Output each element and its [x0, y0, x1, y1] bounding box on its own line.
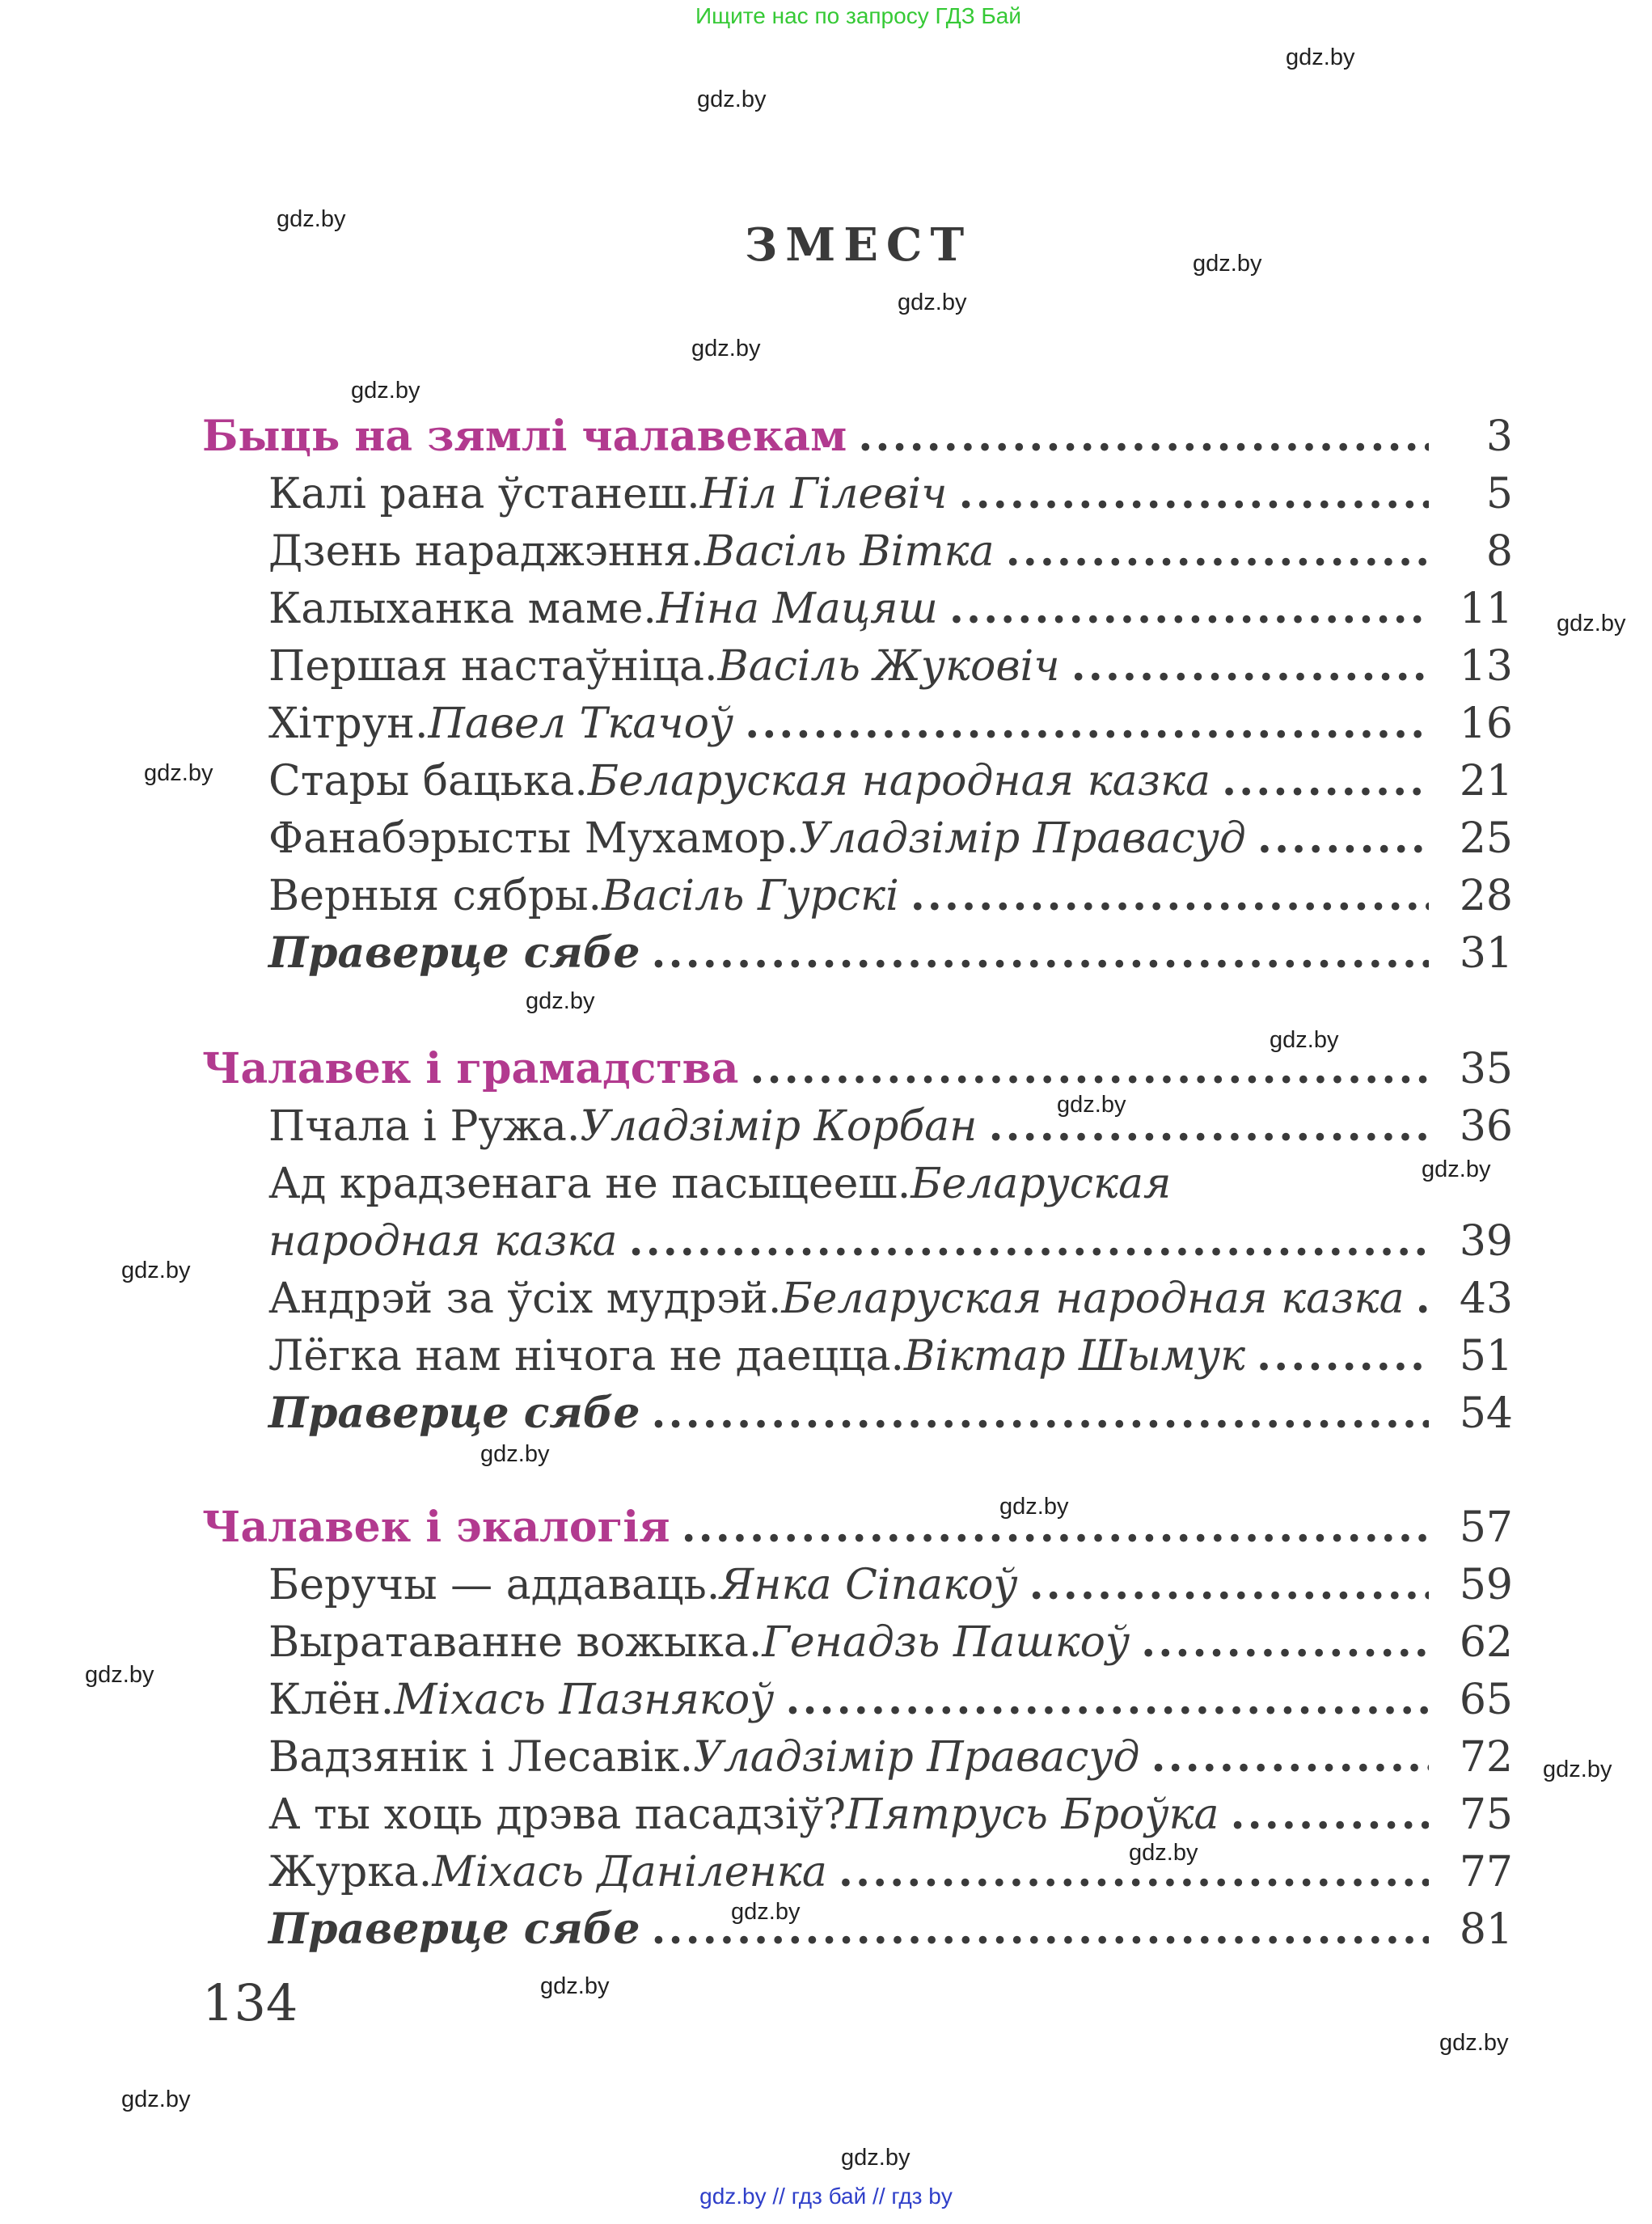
entry-title: Калыханка маме.: [268, 585, 657, 633]
page-title: ЗМЕСТ: [744, 218, 973, 272]
page-ref: 5: [1485, 470, 1513, 518]
leader-dots: [1006, 523, 1429, 580]
check-title: Праверце сябе: [268, 928, 640, 978]
entry-title: Журка.: [268, 1848, 433, 1896]
watermark: gdz.by: [351, 378, 420, 404]
watermark: gdz.by: [697, 87, 767, 112]
leader-dots: [988, 1098, 1429, 1155]
footer-links: gdz.by // гдз бай // гдз by: [699, 2184, 953, 2209]
entry-author: Васіль Жуковіч: [717, 642, 1060, 691]
watermark: gdz.by: [731, 1899, 801, 1925]
entry-title: Калі рана ўстанеш.: [268, 470, 700, 518]
entry-title: А ты хоць дрэва пасадзіў?: [268, 1791, 847, 1839]
leader-dots: [1416, 1271, 1429, 1327]
entry-author: Міхась Пазнякоў: [394, 1676, 775, 1724]
page-ref: 72: [1459, 1733, 1513, 1782]
toc-entry-line2: [268, 1213, 1513, 1270]
leader-dots: [651, 1385, 1429, 1442]
entry-author: Пятрусь Броўка: [846, 1791, 1219, 1839]
toc-entry: [268, 1614, 1513, 1671]
entry-title: Хітрун.: [268, 700, 429, 748]
leader-dots: [1141, 1614, 1429, 1671]
watermark: gdz.by: [1422, 1156, 1491, 1182]
entry-author: Ніна Мацяш: [656, 585, 938, 633]
entry-title: Верныя сябры.: [268, 872, 602, 920]
leader-dots: [785, 1672, 1429, 1728]
leader-dots: [911, 868, 1429, 924]
entry-author: Генадзь Пашкоў: [762, 1618, 1130, 1667]
page-ref: 39: [1459, 1217, 1513, 1266]
entry-title: Стары бацька.: [268, 757, 588, 805]
watermark: gdz.by: [144, 760, 213, 786]
entry-title: Пчала і Ружа.: [268, 1102, 581, 1151]
check-title: Праверце сябе: [268, 1389, 640, 1438]
leader-dots: [1071, 638, 1429, 695]
entry-title: Дзень нараджэння.: [268, 527, 704, 576]
toc-entry: [268, 523, 1513, 580]
page-ref: 51: [1459, 1332, 1513, 1380]
watermark: gdz.by: [1286, 44, 1355, 70]
check-title: Праверце сябе: [268, 1905, 640, 1954]
toc-entry: [268, 696, 1513, 752]
page-ref: 16: [1459, 700, 1513, 748]
toc-entry: [268, 638, 1513, 695]
watermark: gdz.by: [1193, 251, 1262, 277]
watermark: gdz.by: [85, 1662, 154, 1688]
watermark: gdz.by: [121, 2087, 191, 2112]
leader-dots: [745, 696, 1429, 752]
leader-dots: [959, 466, 1429, 522]
watermark: gdz.by: [1543, 1757, 1612, 1782]
entry-author: Васіль Гурскі: [602, 872, 899, 920]
watermark: gdz.by: [999, 1494, 1069, 1520]
entry-title: Выратаванне вожыка.: [268, 1618, 763, 1667]
toc-entry: [268, 581, 1513, 637]
entry-author: Уладзімір Правасуд: [693, 1733, 1140, 1782]
page-ref: 13: [1459, 642, 1513, 691]
entry-title: Фанабэрысты Мухамор.: [268, 814, 800, 863]
toc-entry: [268, 1098, 1513, 1155]
page-ref: 11: [1459, 585, 1513, 633]
toc-entry: [268, 1729, 1513, 1786]
entry-title: Беручы — аддаваць.: [268, 1561, 720, 1609]
toc-entry: [268, 466, 1513, 522]
leader-dots: [858, 408, 1429, 465]
section-heading: [202, 408, 1513, 465]
page-number: 134: [202, 1973, 298, 2032]
toc-entry: [268, 1271, 1513, 1327]
leader-dots: [1222, 753, 1429, 810]
page-ref: 36: [1459, 1102, 1513, 1151]
page-ref: 35: [1459, 1045, 1513, 1093]
toc-entry: [268, 1328, 1513, 1385]
watermark: gdz.by: [540, 1973, 610, 1999]
page-ref: 8: [1485, 527, 1513, 576]
watermark: gdz.by: [691, 336, 761, 362]
section-heading: [202, 1499, 1513, 1556]
entry-title: Першая настаўніца.: [268, 642, 718, 691]
entry-author: Уладзімір Правасуд: [799, 814, 1246, 863]
page-ref: 65: [1459, 1676, 1513, 1724]
page-ref: 62: [1459, 1618, 1513, 1667]
leader-dots: [1257, 810, 1429, 867]
page-ref: 54: [1459, 1389, 1513, 1438]
section-title: Чалавек і экалогія: [202, 1503, 670, 1552]
leader-dots: [949, 581, 1429, 637]
watermark: gdz.by: [526, 988, 595, 1014]
page-ref: 28: [1459, 872, 1513, 920]
leader-dots: [651, 925, 1429, 982]
page-ref: 31: [1459, 929, 1513, 978]
page-ref: 77: [1459, 1848, 1513, 1896]
watermark: gdz.by: [1557, 611, 1626, 636]
section-title: Быць на зямлі чалавекам: [202, 412, 847, 461]
entry-author-cont: народная казка: [268, 1217, 618, 1266]
page-ref: 25: [1459, 814, 1513, 863]
entry-title: Ад крадзенага не пасыцееш.: [268, 1160, 911, 1208]
watermark: gdz.by: [1270, 1027, 1339, 1053]
entry-author: Міхась Даніленка: [432, 1848, 827, 1896]
leader-dots: [1029, 1557, 1429, 1613]
entry-author: Павел Ткачоў: [428, 700, 734, 748]
watermark: gdz.by: [480, 1441, 550, 1467]
toc-entry: [268, 753, 1513, 810]
watermark: gdz.by: [1129, 1840, 1198, 1866]
toc-check-entry: [268, 925, 1513, 982]
top-banner: Ищите нас по запросу ГДЗ Бай: [695, 3, 1022, 28]
entry-title: Лёгка нам нічога не даецца.: [268, 1332, 904, 1380]
leader-dots: [1231, 1786, 1429, 1843]
watermark: gdz.by: [898, 290, 967, 315]
toc-check-entry: [268, 1901, 1513, 1958]
leader-dots: [1257, 1328, 1429, 1385]
entry-author: Ніл Гілевіч: [699, 470, 948, 518]
toc-entry: [268, 810, 1513, 867]
entry-title: Андрэй за ўсіх мудрэй.: [268, 1275, 782, 1323]
entry-title: Вадзянік і Лесавік.: [268, 1733, 694, 1782]
watermark: gdz.by: [277, 206, 346, 232]
entry-author: Беларуская народная казка: [587, 757, 1211, 805]
entry-author: Васіль Вітка: [703, 527, 995, 576]
toc-entry: [268, 868, 1513, 924]
watermark: gdz.by: [121, 1258, 191, 1283]
page-ref: 43: [1459, 1275, 1513, 1323]
toc-entry: [268, 1844, 1513, 1901]
leader-dots: [629, 1213, 1430, 1270]
toc-check-entry: [268, 1385, 1513, 1442]
page-ref: 59: [1459, 1561, 1513, 1609]
toc-entry: [268, 1672, 1513, 1728]
toc-entry: [268, 1786, 1513, 1843]
toc-entry: [268, 1557, 1513, 1613]
page-ref: 57: [1459, 1503, 1513, 1552]
entry-author: Беларуская: [911, 1160, 1172, 1208]
entry-author: Янка Сіпакоў: [720, 1561, 1018, 1609]
toc-entry-line1: [268, 1156, 1513, 1212]
page-ref: 81: [1459, 1905, 1513, 1954]
entry-author: Віктар Шымук: [904, 1332, 1246, 1380]
page-ref: 75: [1459, 1791, 1513, 1839]
watermark: gdz.by: [841, 2145, 911, 2171]
page-ref: 3: [1485, 412, 1513, 461]
entry-author: Беларуская народная казка: [781, 1275, 1405, 1323]
section-title: Чалавек і грамадства: [202, 1044, 739, 1093]
watermark: gdz.by: [1439, 2030, 1509, 2056]
page-ref: 21: [1459, 757, 1513, 805]
leader-dots: [1151, 1729, 1429, 1786]
watermark: gdz.by: [1057, 1092, 1126, 1118]
entry-author: Уладзімір Корбан: [580, 1102, 978, 1151]
entry-title: Клён.: [268, 1676, 395, 1724]
